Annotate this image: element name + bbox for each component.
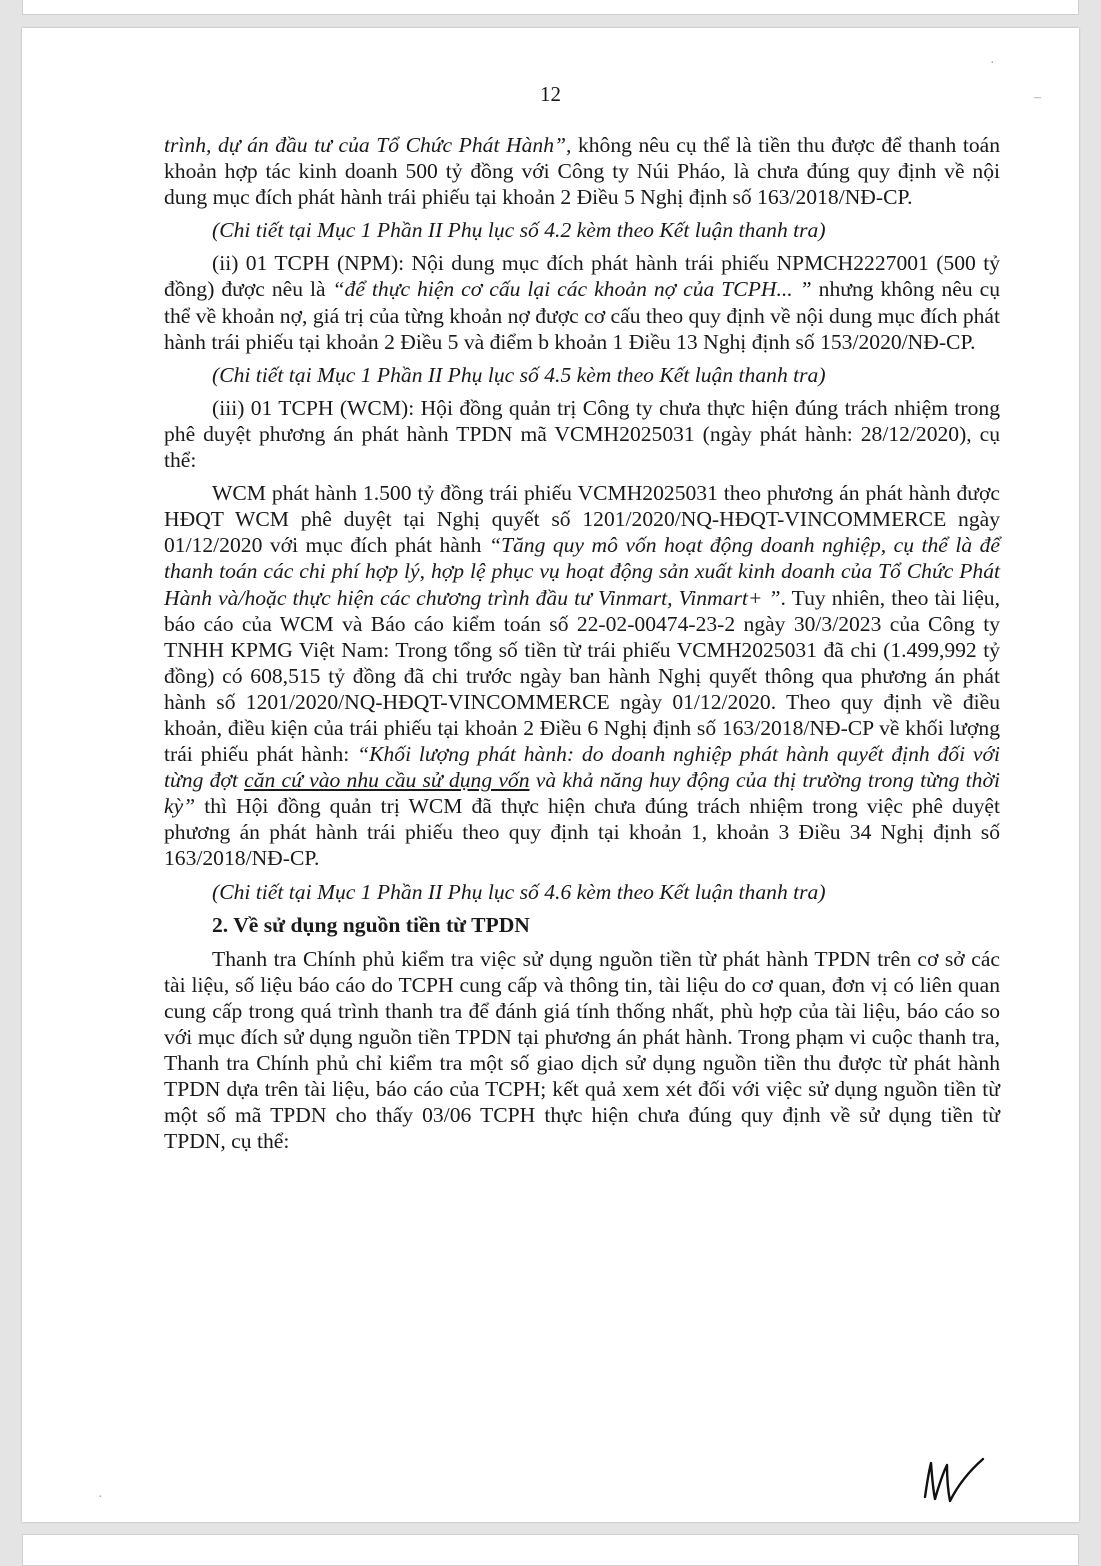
italic-quote: “để thực hiện cơ cấu lại các khoản nợ của TCPH... ”: [332, 277, 812, 302]
paragraph-text: , không nêu cụ thể là tiền thu được để thanh toán khoản hợp tác kinh doanh 500 tỷ đồng với Công ty Núi Pháo, là chưa đúng quy định về nội dung mục đích phát hành trái phiếu tại khoản 2 Điều 5 Nghị định số 163/2018/NĐ-CP.: [164, 133, 1000, 210]
italic-quote: và khả năng huy động của thị trường trong từng thời kỳ”: [164, 768, 1000, 819]
reference-note: (Chi tiết tại Mục 1 Phần II Phụ lục số 4.2 kèm theo Kết luận thanh tra): [212, 218, 826, 243]
paragraph-text: WCM phát hành 1.500 tỷ đồng trái phiếu VCMH2025031 theo phương án phát hành được HĐQT WCM phê duyệt tại Nghị quyết số 1201/2020/NQ-HĐQT-VINCOMMERCE ngày 01/12/2020 với mục đích phát hành: [164, 481, 1000, 558]
page-number: 12: [540, 82, 561, 106]
next-page-edge: [22, 1534, 1079, 1566]
handwritten-initials: [917, 1453, 997, 1513]
italic-phrase: trình, dự án đầu tư của Tổ Chức Phát Hành”: [164, 133, 567, 157]
paragraph-text: nhưng không nêu cụ thể về khoản nợ, giá trị của từng khoản nợ được cơ cấu theo quy định về nội dung mục đích phát hành trái phiếu tại khoản 2 Điều 5 và điểm b khoản 1 Điều 13 Nghị định số 153/2020/NĐ-CP.: [164, 277, 1000, 354]
underlined-phrase: căn cứ vào nhu cầu sử dụng vốn: [244, 768, 530, 793]
paragraph-item-iii: (iii) 01 TCPH (WCM): Hội đồng quản trị Công ty chưa thực hiện đúng trách nhiệm trong phê duyệt phương án phát hành TPDN mã VCMH2025031 (ngày phát hành: 28/12/2020), cụ thể:: [164, 395, 1000, 473]
previous-page-edge: [22, 0, 1079, 15]
section-heading: 2. Về sử dụng nguồn tiền từ TPDN: [212, 912, 530, 937]
paragraph-section-2: Thanh tra Chính phủ kiểm tra việc sử dụng nguồn tiền từ phát hành TPDN trên cơ sở các tài liệu, số liệu báo cáo do TCPH cung cấp và thông tin, tài liệu do cơ quan, đơn vị có liên quan cung cấp trong quá trình thanh tra để đánh giá tính thống nhất, phù hợp của tài liệu, báo cáo so với mục đích sử dụng nguồn tiền TPDN tại phương án phát hành. Trong phạm vi cuộc thanh tra, Thanh tra Chính phủ chỉ kiểm tra một số giao dịch sử dụng nguồn tiền thu được từ phát hành TPDN dựa trên tài liệu, báo cáo của TCPH; kết quả xem xét đối với việc sử dụng nguồn tiền từ một số mã TPDN cho thấy 03/06 TCPH thực hiện chưa đúng quy định về sử dụng tiền từ TPDN, cụ thể:: [164, 946, 1000, 1154]
paragraph-wcm-detail: [164, 480, 1000, 871]
scan-speck: –: [1034, 90, 1041, 105]
italic-quote: “Khối lượng phát hành: do doanh nghiệp phát hành quyết định đối với từng đợt: [164, 742, 1000, 793]
reference-note: (Chi tiết tại Mục 1 Phần II Phụ lục số 4.5 kèm theo Kết luận thanh tra): [212, 362, 826, 387]
paragraph-item-ii: [164, 250, 1000, 354]
page-content: [164, 132, 1000, 1161]
paragraph-text: (ii) 01 TCPH (NPM): Nội dung mục đích phát hành trái phiếu NPMCH2227001 (500 tỷ đồng) được nêu là: [164, 251, 1000, 302]
paragraph-text: . Tuy nhiên, theo tài liệu, báo cáo của WCM và Báo cáo kiểm toán số 22-02-00474-23-2 ngày 30/3/2023 của Công ty TNHH KPMG Việt Nam: Trong tổng số tiền từ trái phiếu VCMH2025031 đã chi (1.499,992 tỷ đồng) có 608,515 tỷ đồng đã chi trước ngày ban hành Nghị quyết thông qua phương án phát hành số 1201/2020/NQ-HĐQT-VINCOMMERCE ngày 01/12/2020. Theo quy định về điều khoản, điều kiện của trái phiếu tại khoản 2 Điều 6 Nghị định số 163/2018/NĐ-CP về khối lượng trái phiếu phát hành:: [164, 585, 1000, 767]
document-page: [22, 28, 1079, 1522]
reference-note: (Chi tiết tại Mục 1 Phần II Phụ lục số 4.6 kèm theo Kết luận thanh tra): [212, 879, 826, 904]
scan-speck: ·: [990, 56, 995, 71]
paragraph-continued: [164, 132, 1000, 210]
scan-speck: ·: [98, 1490, 103, 1505]
italic-quote: “Tăng quy mô vốn hoạt động doanh nghiệp, cụ thể là để thanh toán các chi phí hợp lý, hợp lệ phục vụ hoạt động sản xuất kinh doanh của Tổ Chức Phát Hành và/hoặc thực hiện các chương trình đầu tư Vinmart, Vinmart+ ”: [164, 533, 1000, 610]
paragraph-text: thì Hội đồng quản trị WCM đã thực hiện chưa đúng trách nhiệm trong việc phê duyệt phương án phát hành trái phiếu theo quy định tại khoản 1, khoản 3 Điều 34 Nghị định số 163/2018/NĐ-CP.: [164, 794, 1000, 871]
